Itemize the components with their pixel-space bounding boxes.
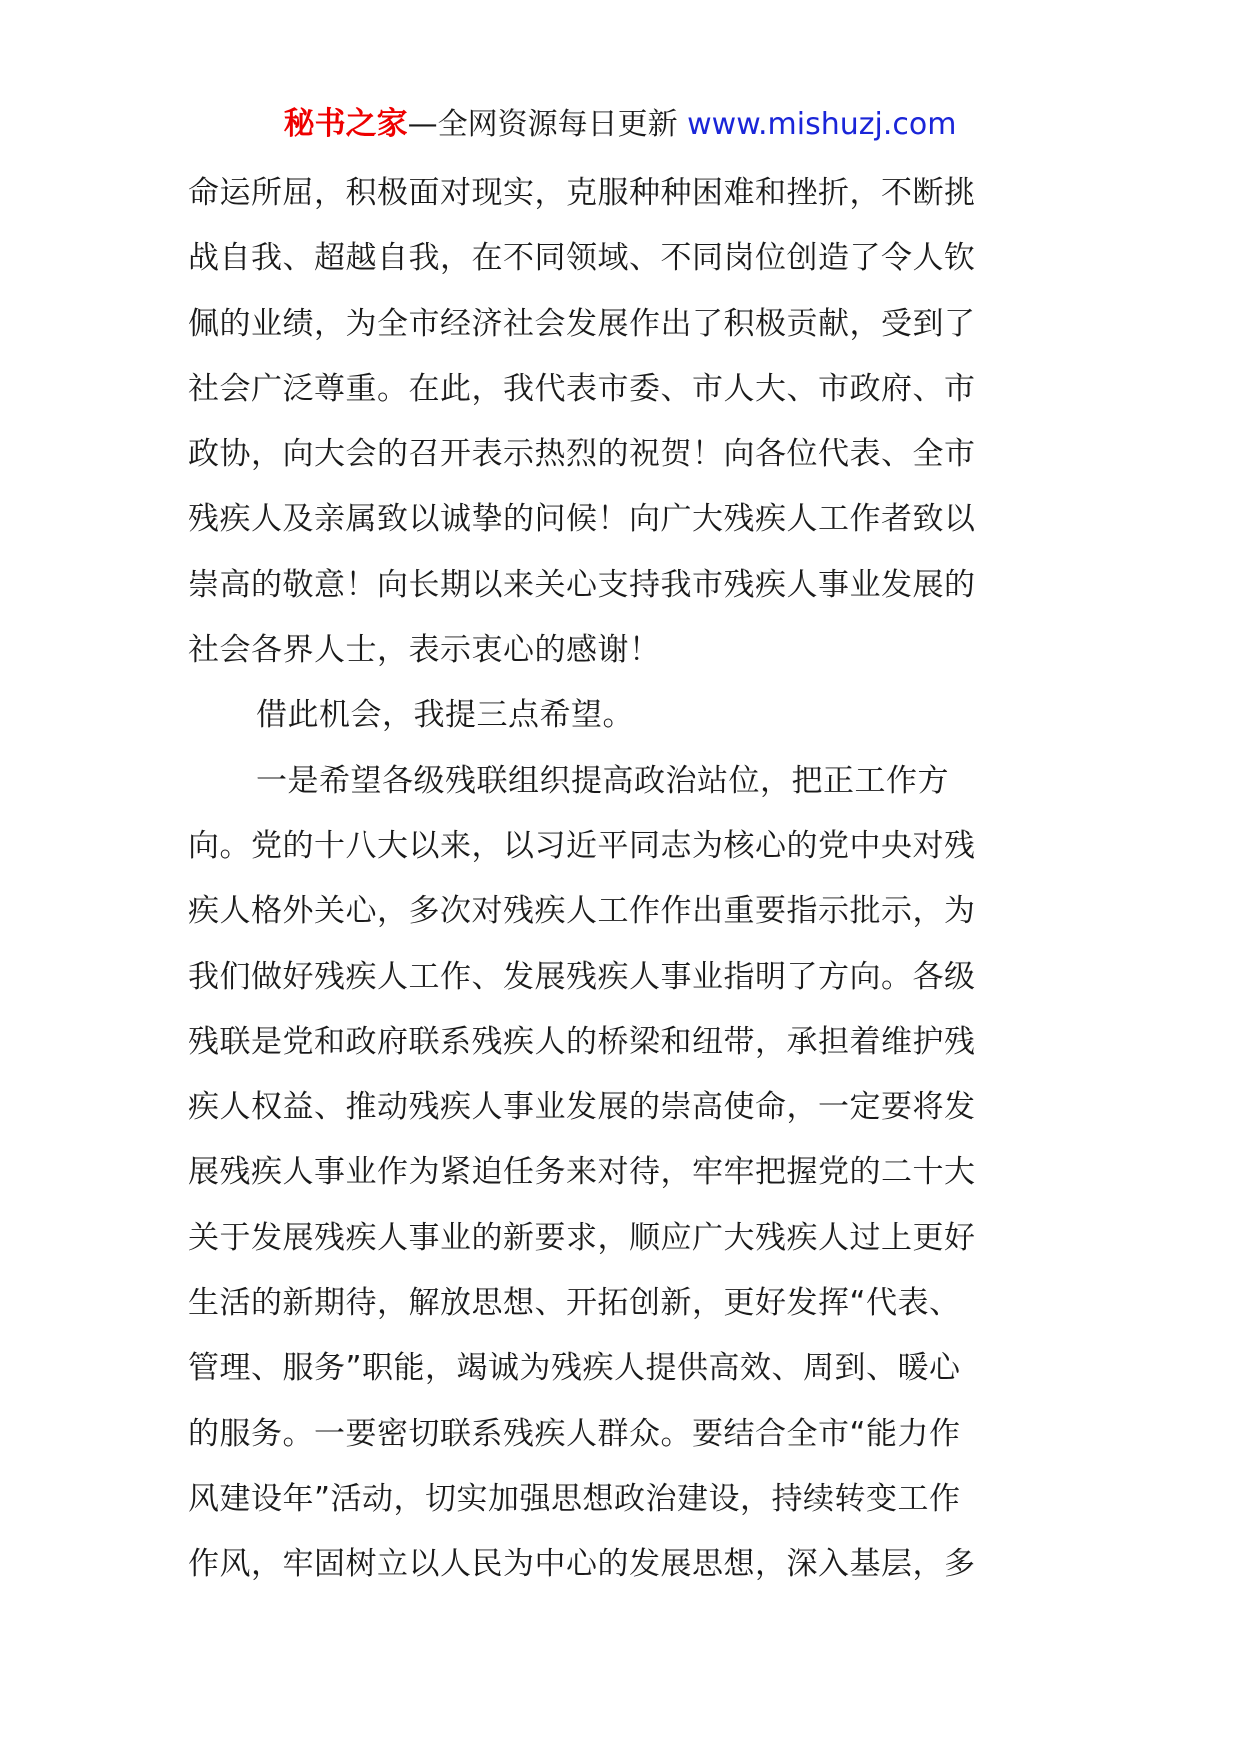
body-line: 战自我、超越自我，在不同领域、不同岗位创造了令人钦 xyxy=(188,240,976,277)
body-line: 命运所屈，积极面对现实，克服种种困难和挫折，不断挑 xyxy=(188,175,976,211)
body-line: 向。党的十八大以来，以习近平同志为核心的党中央对残 xyxy=(188,827,976,864)
body-line: 展残疾人事业作为紧迫任务来对待，牢牢把握党的二十大 xyxy=(188,1154,976,1191)
header-url-link[interactable]: www.mishuzj.com xyxy=(687,107,957,142)
body-line: 我们做好残疾人工作、发展残疾人事业指明了方向。各级 xyxy=(188,958,976,995)
body-line: 作风，牢固树立以人民为中心的发展思想，深入基层，多 xyxy=(188,1546,976,1583)
header-brand: 秘书之家 xyxy=(283,106,408,142)
body-line: 一是希望各级残联组织提高政治站位，把正工作方 xyxy=(256,762,949,799)
body-line: 关于发展残疾人事业的新要求，顺应广大残疾人过上更好 xyxy=(188,1219,976,1256)
body-line: 佩的业绩，为全市经济社会发展作出了积极贡献，受到了 xyxy=(188,305,976,342)
header-tagline: —全网资源每日更新 xyxy=(407,107,688,142)
body-line: 的服务。一要密切联系残疾人群众。要结合全市“能力作 xyxy=(188,1415,961,1452)
body-line: 借此机会，我提三点希望。 xyxy=(256,697,634,734)
body-line: 疾人权益、推动残疾人事业发展的崇高使命，一定要将发 xyxy=(188,1089,976,1126)
body-text xyxy=(188,161,1052,1598)
body-line: 社会广泛尊重。在此，我代表市委、市人大、市政府、市 xyxy=(188,370,976,407)
page-header xyxy=(0,102,1240,147)
body-line: 社会各界人士，表示衷心的感谢！ xyxy=(188,632,661,669)
body-line: 残联是党和政府联系残疾人的桥梁和纽带，承担着维护残 xyxy=(188,1023,976,1060)
body-line: 风建设年”活动，切实加强思想政治建设，持续转变工作 xyxy=(188,1480,961,1517)
body-line: 生活的新期待，解放思想、开拓创新，更好发挥“代表、 xyxy=(188,1285,961,1322)
body-line: 政协，向大会的召开表示热烈的祝贺！向各位代表、全市 xyxy=(188,436,976,473)
body-line: 疾人格外关心，多次对残疾人工作作出重要指示批示，为 xyxy=(188,893,976,930)
body-line: 崇高的敬意！向长期以来关心支持我市残疾人事业发展的 xyxy=(188,566,976,603)
body-line: 管理、服务”职能，竭诚为残疾人提供高效、周到、暖心 xyxy=(188,1350,961,1387)
body-line: 残疾人及亲属致以诚挚的问候！向广大残疾人工作者致以 xyxy=(188,501,976,538)
